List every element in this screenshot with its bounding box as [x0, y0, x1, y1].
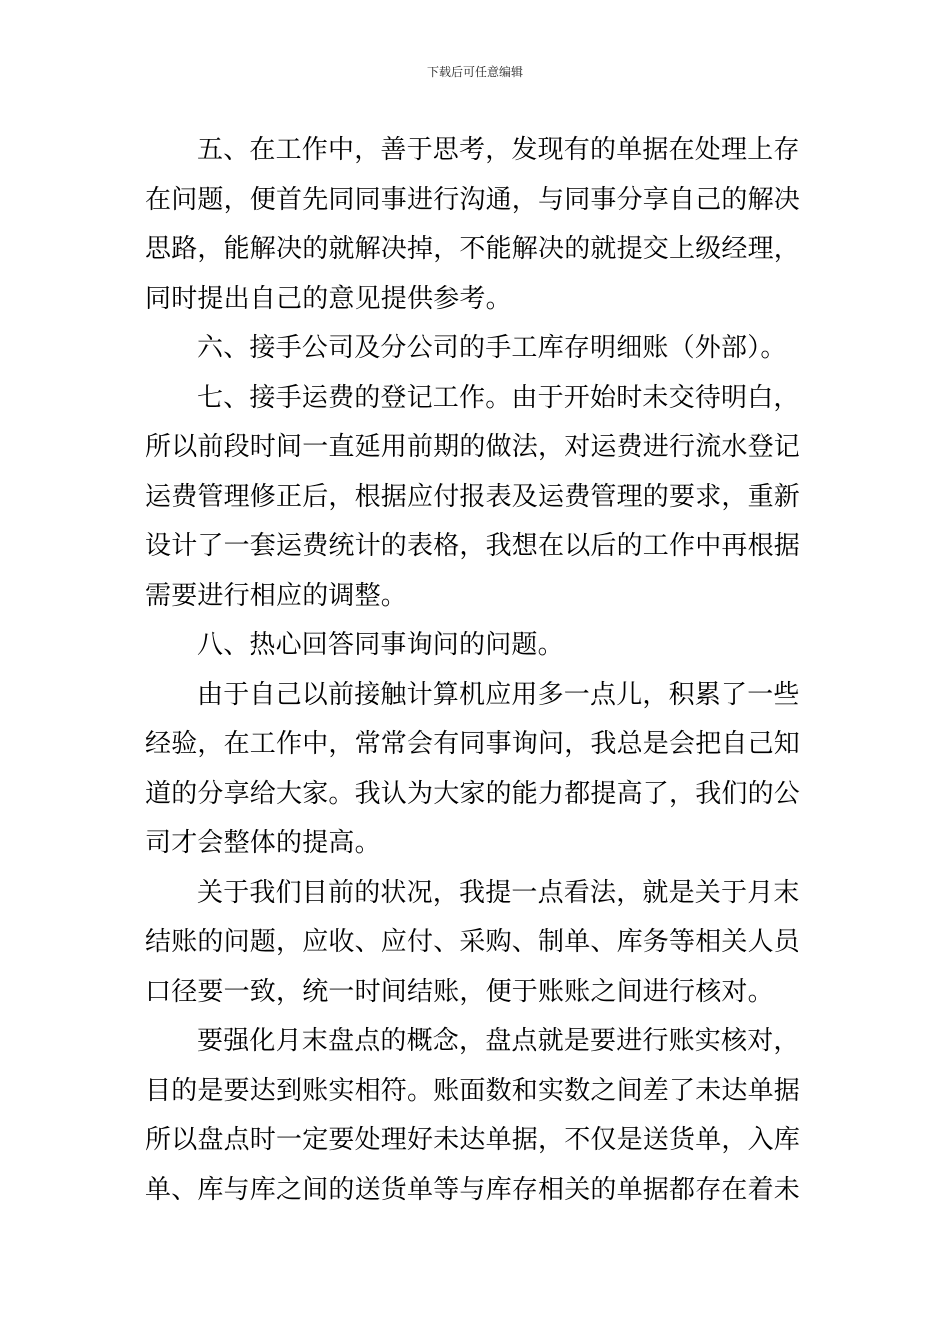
text-line: 运费管理修正后，根据应付报表及运费管理的要求，重新: [145, 481, 801, 512]
text-line: 需要进行相应的调整。: [145, 580, 408, 611]
text-line: 道的分享给大家。我认为大家的能力都提高了，我们的公: [145, 778, 801, 809]
paragraph-experience: [145, 671, 807, 869]
text-line: 关于我们目前的状况，我提一点看法，就是关于月末: [197, 877, 800, 908]
text-line: 结账的问题，应收、应付、采购、制单、库务等相关人员: [145, 927, 801, 957]
text-line: 要强化月末盘点的概念，盘点就是要进行账实核对，: [197, 1026, 800, 1056]
text-line: 口径要一致，统一时间结账，便于账账之间进行核对。: [145, 976, 774, 1007]
paragraph-item-5: [145, 126, 807, 324]
text-line: 思路，能解决的就解决掉，不能解决的就提交上级经理，: [145, 234, 801, 264]
paragraph-item-8: [145, 621, 807, 671]
text-line: 由于自己以前接触计算机应用多一点儿，积累了一些: [197, 679, 800, 710]
text-line: 目的是要达到账实相符。账面数和实数之间差了未达单据: [145, 1075, 801, 1106]
text-line: 八、热心回答同事询问的问题。: [197, 630, 564, 660]
text-line: 同时提出自己的意见提供参考。: [145, 283, 512, 314]
text-line: 设计了一套运费统计的表格，我想在以后的工作中再根据: [145, 531, 801, 561]
text-line: 在问题，便首先同同事进行沟通，与同事分享自己的解决: [145, 184, 801, 215]
text-line: 所以前段时间一直延用前期的做法，对运费进行流水登记: [145, 432, 801, 462]
text-line: 单、库与库之间的送货单等与库存相关的单据都存在着未: [145, 1174, 801, 1205]
text-line: 六、接手公司及分公司的手工库存明细账（外部）。: [197, 333, 787, 363]
paragraph-item-7: [145, 374, 807, 622]
paragraph-item-6: [145, 324, 807, 374]
document-body: [145, 126, 807, 1215]
text-line: 七、接手运费的登记工作。由于开始时未交待明白，: [197, 382, 800, 413]
text-line: 司才会整体的提高。: [145, 828, 381, 858]
paragraph-inventory: [145, 1017, 807, 1215]
text-line: 所以盘点时一定要处理好未达单据，不仅是送货单，入库: [145, 1125, 801, 1155]
text-line: 经验，在工作中，常常会有同事询问，我总是会把自己知: [145, 729, 801, 759]
paragraph-month-end: [145, 869, 807, 1018]
text-line: 五、在工作中，善于思考，发现有的单据在处理上存: [197, 135, 800, 165]
page-header-note: 下载后可任意编辑: [426, 65, 523, 79]
